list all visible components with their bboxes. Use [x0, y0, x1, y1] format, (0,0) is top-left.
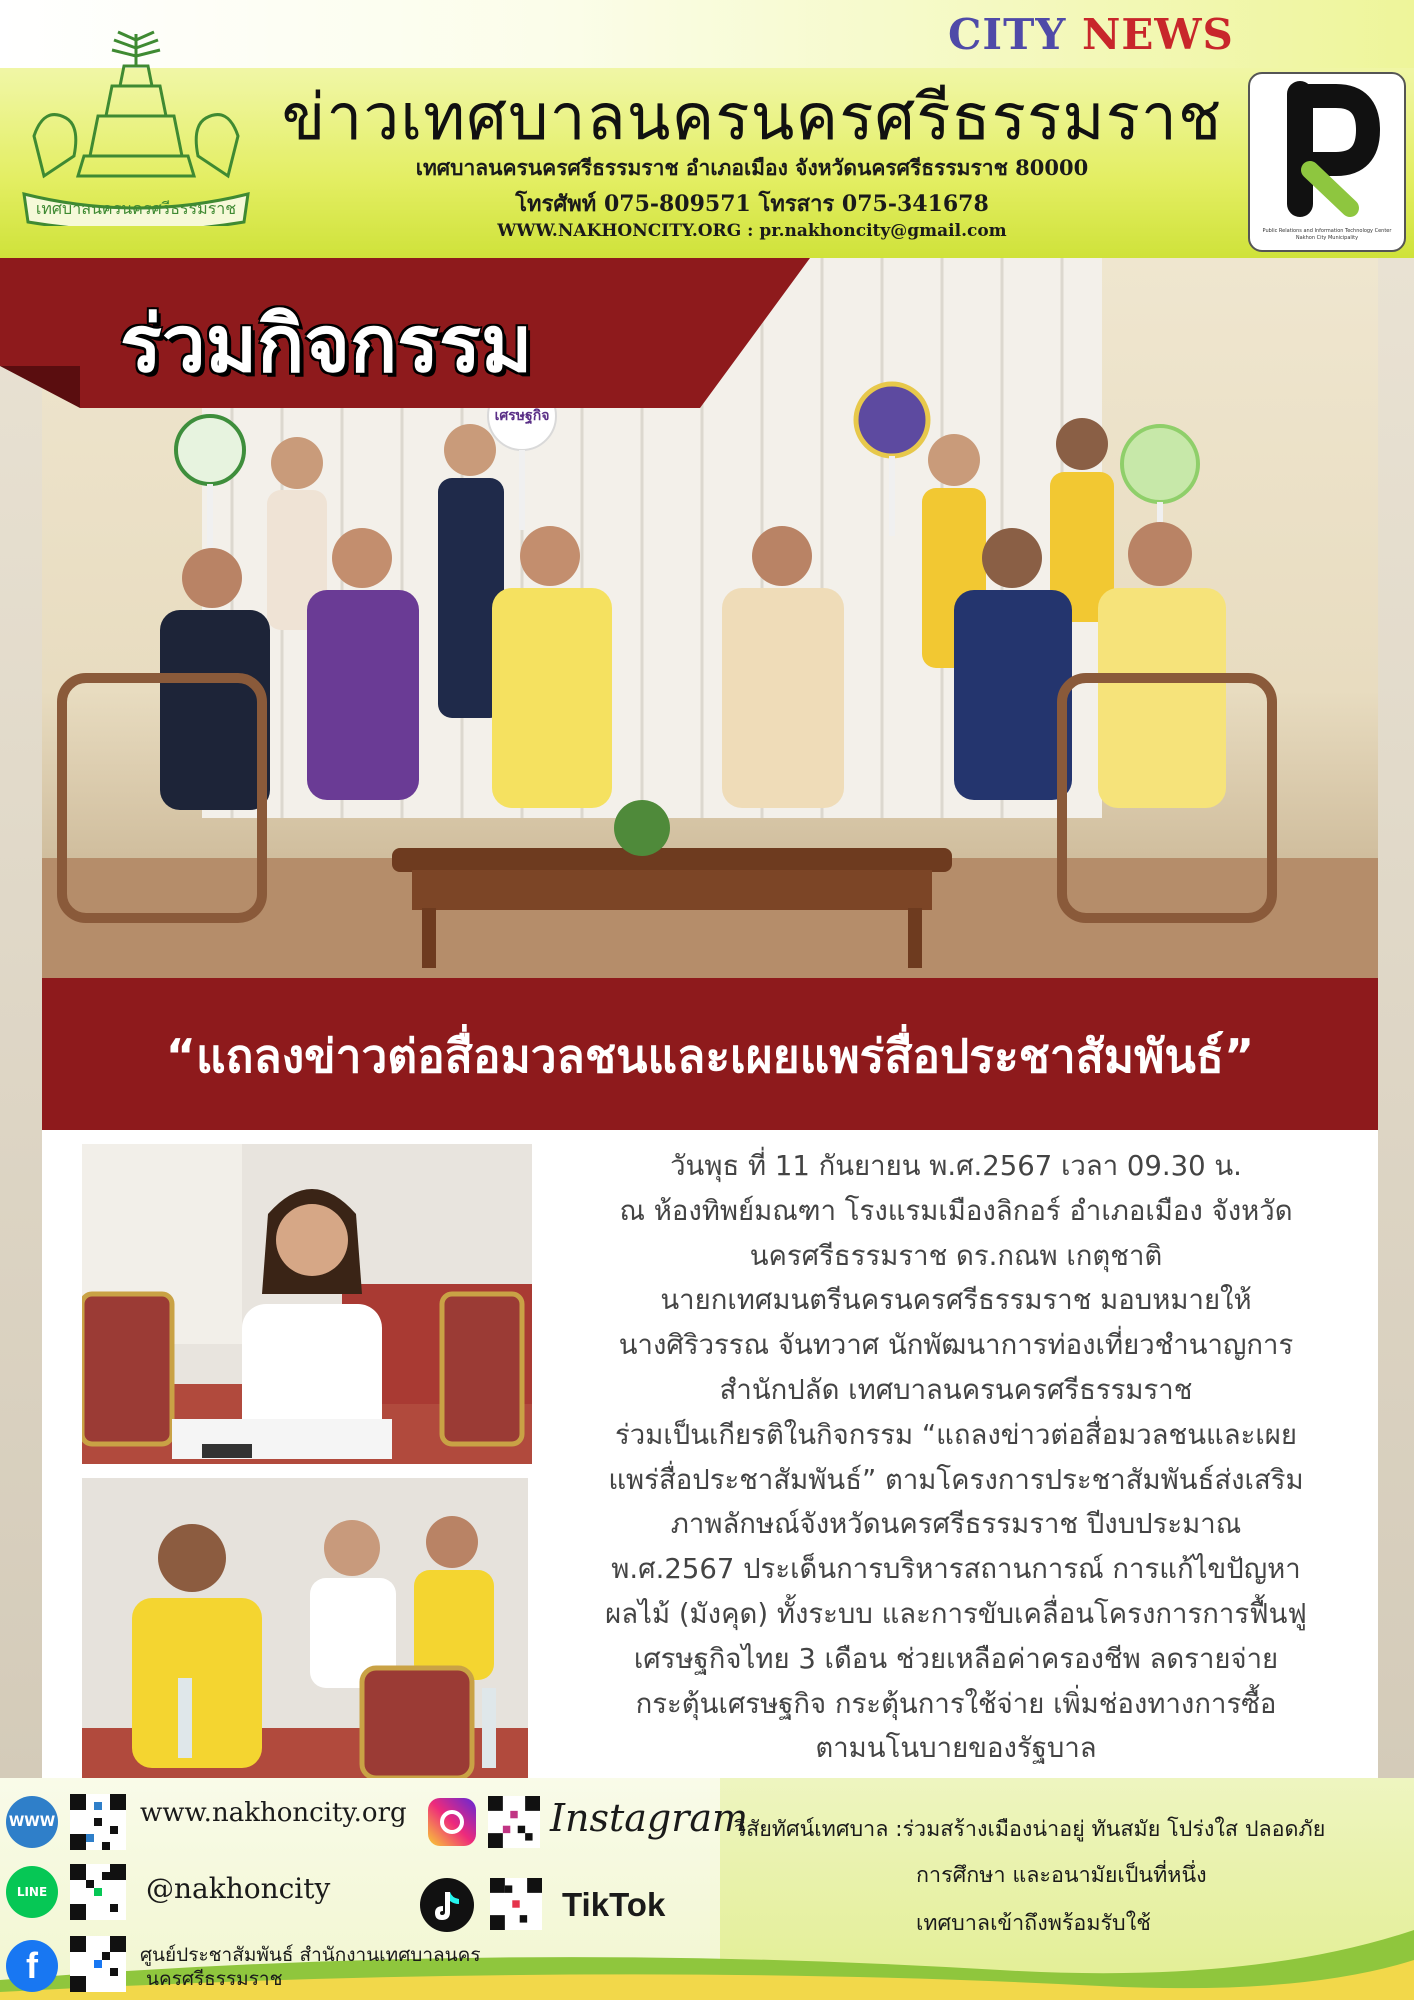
- body-line: แพร่สื่อประชาสัมพันธ์” ตามโครงการประชาสัมพันธ์ส่งเสริม: [608, 1463, 1304, 1496]
- header-phone: โทรศัพท์ 075-809571 โทรสาร 075-341678: [515, 191, 989, 217]
- line-qr-code: [70, 1864, 126, 1920]
- photo-audience: [82, 1478, 528, 1780]
- city-news-title: [948, 10, 1234, 59]
- body-line: ผลไม้ (มังคุด) ทั้งระบบ และการขับเคลื่อนโครงการการฟื้นฟู: [605, 1597, 1307, 1630]
- instagram-qr-code: [488, 1796, 540, 1848]
- seal-label: เทศบาลนครนครศรีธรรมราช: [35, 199, 237, 218]
- headline-text: “แถลงข่าวต่อสื่อมวลชนและเผยแพร่สื่อประชาสัมพันธ์”: [165, 1029, 1255, 1083]
- footer-website-text[interactable]: www.nakhoncity.org: [140, 1798, 407, 1828]
- instagram-icon[interactable]: [428, 1798, 476, 1846]
- body-line: ณ ห้องทิพย์มณฑา โรงแรมเมืองลิกอร์ อำเภอเมือง จังหวัด: [619, 1194, 1293, 1227]
- pr-logo-mark: [1250, 74, 1404, 250]
- facebook-icon[interactable]: f: [6, 1940, 58, 1992]
- tiktok-icon[interactable]: [420, 1878, 474, 1932]
- body-line: วันพุธ ที่ 11 กันยายน พ.ศ.2567 เวลา 09.30 น.: [670, 1150, 1242, 1182]
- pr-logo-caption: Public Relations and Information Technology Center Nakhon City Municipality: [1262, 228, 1392, 241]
- news-word: NEWS: [1081, 10, 1234, 59]
- hero-sign-text: เศรษฐกิจ: [494, 408, 550, 424]
- body-line: เศรษฐกิจไทย 3 เดือน ช่วยเหลือค่าครองชีพ ลดรายจ่าย: [633, 1642, 1279, 1675]
- body-line: นายกเทศมนตรีนครนครศรีธรรมราช มอบหมายให้: [660, 1284, 1252, 1317]
- photo-audience-illustration: [82, 1478, 528, 1780]
- body-line: ภาพลักษณ์จังหวัดนครศรีธรรมราช ปีงบประมาณ: [670, 1508, 1242, 1541]
- header-web-email: WWW.NAKHONCITY.ORG : pr.nakhoncity@gmail.com: [497, 221, 1007, 241]
- left-side-strip: [0, 258, 42, 1778]
- photo-woman-illustration: [82, 1144, 532, 1464]
- vision-line-1: วิสัยทัศน์เทศบาล :ร่วมสร้างเมืองน่าอยู่ ทันสมัย โปร่งใส ปลอดภัย: [734, 1817, 1326, 1842]
- newsletter-title: ข่าวเทศบาลนครนครศรีธรรมราช: [281, 81, 1223, 155]
- pr-center-logo: [1248, 72, 1406, 252]
- city-word: CITY: [948, 10, 1067, 59]
- right-side-strip: [1378, 258, 1414, 1778]
- instagram-lens-icon: [440, 1810, 464, 1834]
- facebook-page-name-line2[interactable]: นครศรีธรรมราช: [146, 1968, 283, 1990]
- website-qr-code: [70, 1794, 126, 1850]
- header-address: เทศบาลนครนครศรีธรรมราช อำเภอเมือง จังหวัดนครศรีธรรมราช 80000: [415, 155, 1089, 180]
- instagram-label[interactable]: Instagram: [550, 1796, 749, 1840]
- body-line: พ.ศ.2567 ประเด็นการบริหารสถานการณ์ การแก้ไขปัญหา: [611, 1553, 1301, 1586]
- tiktok-label[interactable]: TikTok: [562, 1886, 666, 1923]
- body-line: กระตุ้นเศรษฐกิจ กระตุ้นการใช้จ่าย เพิ่มช่องทางการซื้อ: [635, 1687, 1277, 1720]
- facebook-qr-code: [70, 1936, 126, 1992]
- body-line: ตามนโนบายของรัฐบาล: [815, 1732, 1097, 1765]
- tiktok-qr-code: [490, 1878, 542, 1930]
- body-line: นครศรีธรรมราช ดร.กณพ เกตุชาติ: [749, 1239, 1163, 1272]
- body-line: ร่วมเป็นเกียรติในกิจกรรม “แถลงข่าวต่อสื่อมวลชนและเผย: [615, 1418, 1297, 1451]
- footer-line-id[interactable]: @nakhoncity: [146, 1872, 331, 1905]
- municipal-seal-logo: [14, 26, 258, 226]
- vision-line-2: การศึกษา และอนามัยเป็นที่หนึ่ง: [916, 1863, 1207, 1888]
- photo-woman-seated: [82, 1144, 532, 1464]
- body-line: สำนักปลัด เทศบาลนครนครศรีธรรมราช: [719, 1373, 1193, 1406]
- www-globe-icon[interactable]: WWW: [6, 1796, 58, 1848]
- body-line: นางศิริวรรณ จันทวาศ นักพัฒนาการท่องเที่ยวชำนาญการ: [618, 1329, 1294, 1362]
- facebook-page-name-line1[interactable]: ศูนย์ประชาสัมพันธ์ สำนักงานเทศบาลนคร: [140, 1944, 481, 1966]
- article-body: [556, 1144, 1356, 1771]
- line-app-icon[interactable]: LINE: [6, 1866, 58, 1918]
- vision-line-3: เทศบาลเข้าถึงพร้อมรับใช้: [916, 1911, 1151, 1936]
- tiktok-note-icon: [420, 1878, 474, 1932]
- banner-label: ร่วมกิจกรรม: [120, 300, 533, 390]
